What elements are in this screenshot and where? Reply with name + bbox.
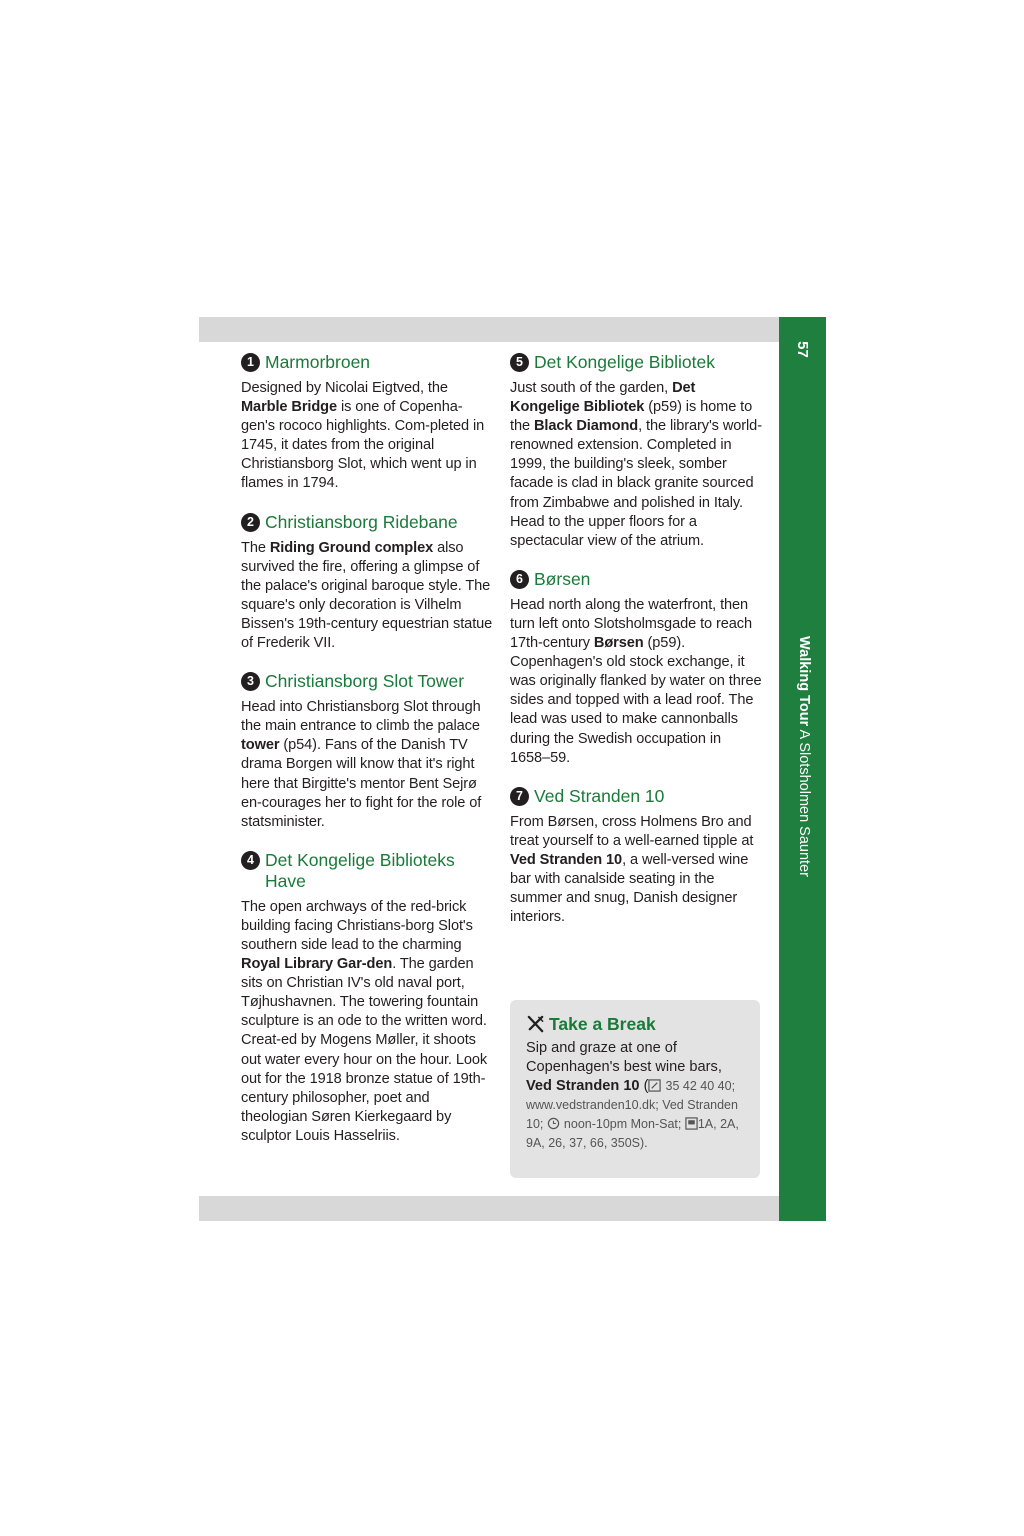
stop-2: [241, 512, 496, 654]
stop-heading: [241, 512, 496, 533]
stop-heading: [510, 352, 765, 373]
stop-description: Designed by Nicolai Eigtved, the Marble Bridge is one of Copenha-gen's rococo highlights. Com-pleted in 1745, it dates from the original Christiansborg Slot, which went up in flames in 1794.: [241, 380, 485, 492]
bottom-band: [199, 1196, 779, 1221]
stop-title: Børsen: [534, 568, 591, 589]
stop-number-badge: 6: [510, 570, 529, 589]
take-a-break-intro: Sip and graze at one of Copenhagen's best wine bars,: [526, 1040, 722, 1075]
stop-description: The open archways of the red-brick building facing Christians-borg Slot's southern side lead to the charming Royal Library Gar-den. The garden sits on Christian IV's old naval port, Tøjhushavnen. The towering fountain sculpture is an ode to the written word. Creat-ed by Mogens Møller, it shoots out water every hour on the hour. Look out for the 1918 bronze statue of 19th-century philosopher, poet and theologian Søren Kierkegaard by sculptor Louis Hasselriis.: [241, 898, 488, 1144]
stop-heading: [510, 786, 765, 807]
running-title: [796, 636, 812, 877]
stop-heading: [510, 569, 765, 590]
stop-heading: [241, 850, 496, 892]
stop-number-badge: 2: [241, 513, 260, 532]
phone-number: 35 42 40 40: [665, 1079, 732, 1093]
clock-icon: [547, 1117, 560, 1130]
stop-7: [510, 786, 765, 928]
stop-description: From Børsen, cross Holmens Bro and treat yourself to a well-earned tipple at Ved Stranden 10, a well-versed wine bar with canalside seating in the summer and snug, Danish designer interiors.: [510, 813, 754, 926]
stop-heading: [241, 671, 496, 692]
stop-title: Ved Stranden 10: [534, 785, 665, 806]
stop-description: The Riding Ground complex also survived the fire, offering a glimpse of the palace's original baroque style. The square's only decoration is Vilhelm Bissen's 19th-century equestrian statue of Frederik VII.: [241, 539, 493, 652]
stop-number-badge: 5: [510, 353, 529, 372]
stop-number-badge: 1: [241, 353, 260, 372]
stop-5: [510, 352, 765, 551]
page-number: 57: [794, 341, 811, 358]
take-a-break-box: [510, 1000, 760, 1178]
opening-hours: noon-10pm Mon-Sat: [563, 1117, 678, 1131]
stop-number-badge: 3: [241, 672, 260, 691]
stop-number-badge: 7: [510, 787, 529, 806]
left-column: [241, 352, 496, 1164]
cutlery-icon: [526, 1015, 545, 1034]
address: Ved Stranden 10: [526, 1098, 738, 1131]
stop-description: Head north along the waterfront, then turn left onto Slotsholmsgade to reach 17th-century Børsen (p59). Copenhagen's old stock exchange, it was originally flanked by water on three sides and topped with a lead roof. The lead was used to make cannonballs during the Swedish occupation in 1658–59.: [510, 596, 762, 766]
stop-1: [241, 352, 496, 494]
chapter-sidebar: [779, 317, 826, 1221]
stop-3: [241, 671, 496, 832]
stop-title: Marmorbroen: [265, 352, 371, 372]
bus-icon: [685, 1117, 698, 1130]
take-a-break-text: Sip and graze at one of Copenhagen's best wine bars, Ved Stranden 10 ( 35 42 40 40; www.vedstranden10.dk; Ved Stranden 10; noon-10pm Mon-Sat; 1A, 2A, 9A, 26, 37, 66, 350S).: [526, 1040, 739, 1150]
stop-title: Det Kongelige Bibliotek: [534, 352, 715, 372]
take-a-break-venue: Ved Stranden 10: [526, 1078, 640, 1094]
stop-heading: [241, 352, 496, 373]
right-column: [510, 352, 765, 945]
take-a-break-heading: [526, 1014, 760, 1035]
stop-title: Det Kongelige Biblioteks Have: [265, 849, 455, 891]
running-title-bold: Walking Tour: [796, 636, 812, 727]
bus-routes: 1A, 2A, 9A, 26, 37, 66, 350S: [526, 1117, 739, 1150]
website-link[interactable]: www.vedstranden10.dk: [526, 1098, 656, 1112]
stop-description: Just south of the garden, Det Kongelige Bibliotek (p59) is home to the Black Diamond, the library's world-renowned extension. Completed in 1999, the building's sleek, somber facade is clad in black granite sourced from Zimbabwe and polished in Italy. Head to the upper floors for a spectacular view of the atrium.: [510, 380, 762, 549]
stop-description: Head into Christiansborg Slot through the main entrance to climb the palace tower (p54). Fans of the Danish TV drama Borgen will know that it's right here that Birgitte's mentor Bent Sejrø en-courages her to fight for the role of statsminister.: [241, 699, 482, 830]
stop-number-badge: 4: [241, 851, 260, 870]
stop-title: Christiansborg Slot Tower: [265, 671, 465, 692]
stop-6: [510, 569, 765, 768]
stop-4: [241, 850, 496, 1146]
take-a-break-title: Take a Break: [549, 1014, 656, 1034]
running-title-rest: A Slotsholmen Saunter: [796, 729, 812, 877]
phone-icon: [648, 1079, 661, 1092]
top-band: [199, 317, 779, 342]
stop-title: Christiansborg Ridebane: [265, 511, 458, 532]
